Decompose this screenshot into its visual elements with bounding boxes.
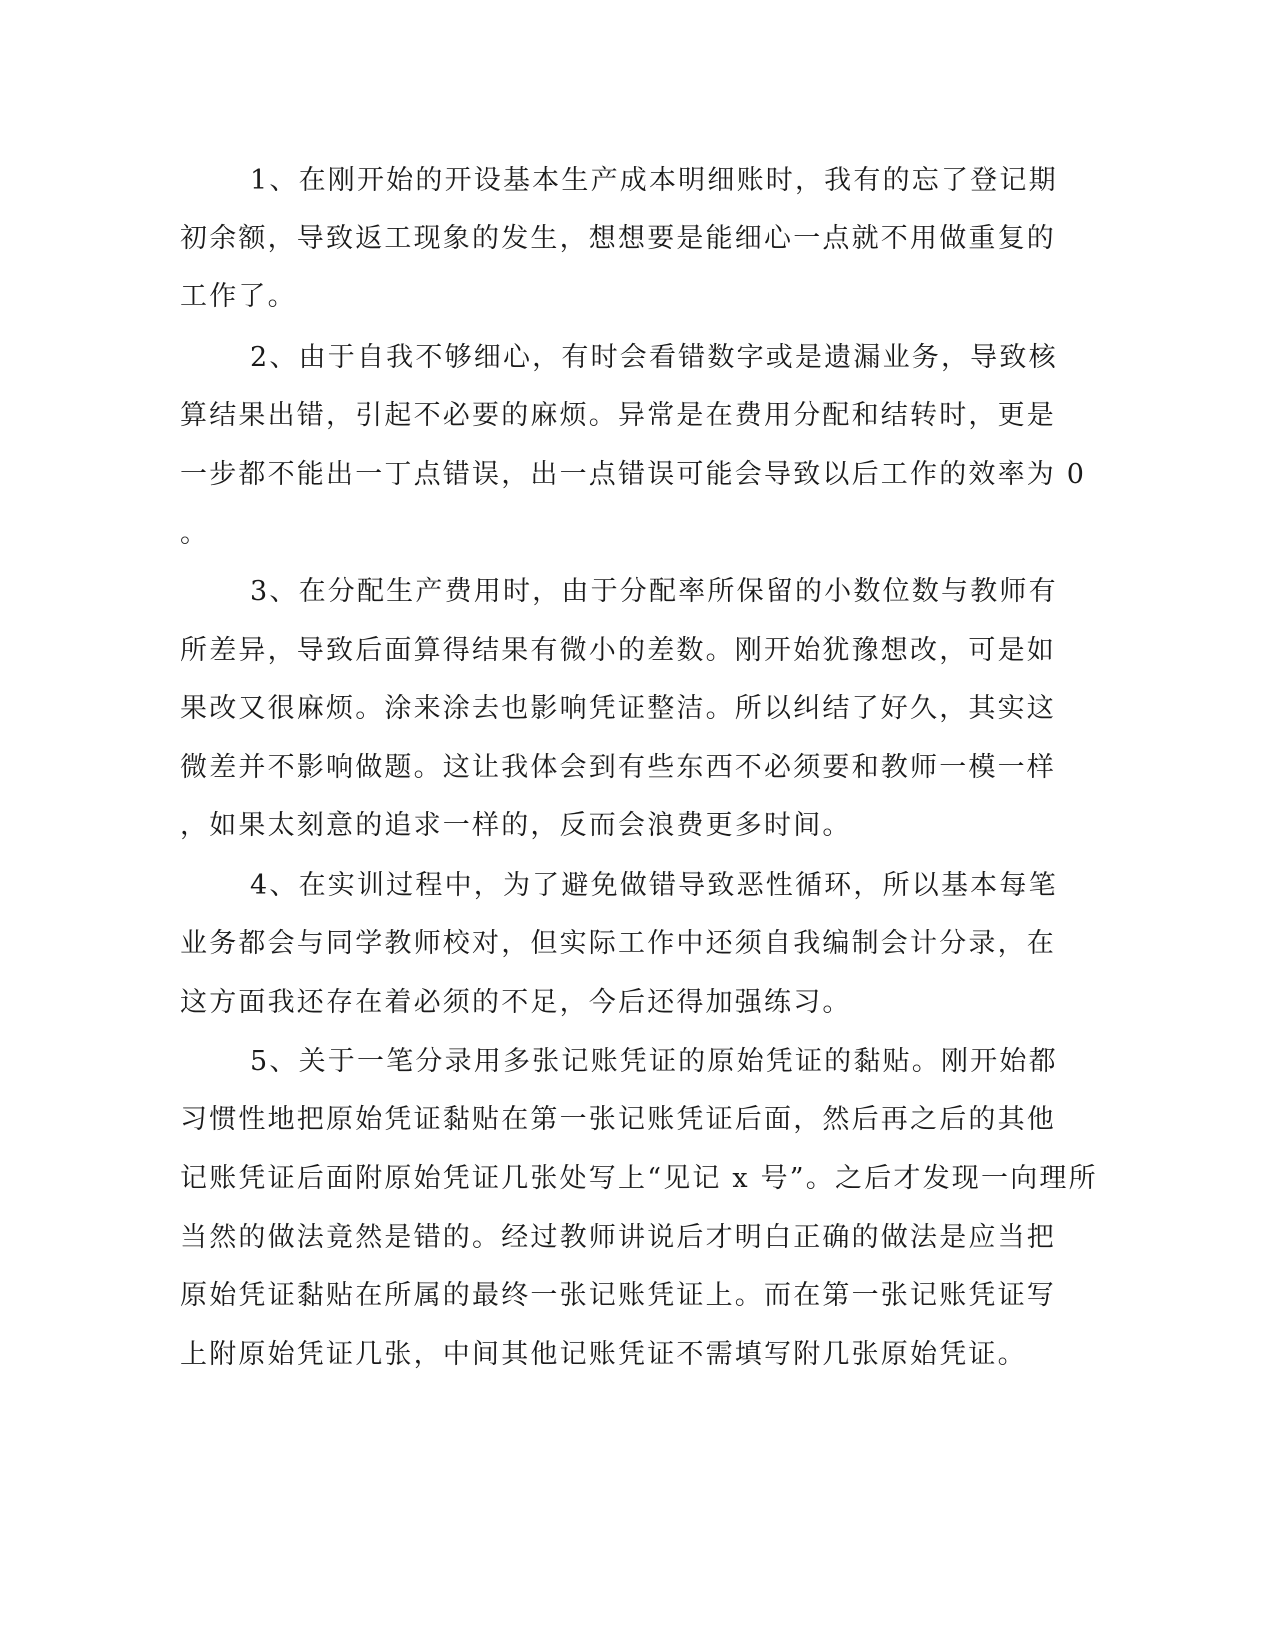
paragraph-3-line-2: 所差异，导致后面算得结果有微小的差数。刚开始犹豫想改，可是如 xyxy=(180,635,1056,666)
paragraph-2-line-4: 。 xyxy=(180,518,210,549)
paragraph-1-line-1: 1、在刚开始的开设基本生产成本明细账时，我有的忘了登记期 xyxy=(250,165,1058,196)
paragraph-3-line-5: ，如果太刻意的追求一样的，反而会浪费更多时间。 xyxy=(180,810,852,841)
paragraph-2-line-1: 2、由于自我不够细心，有时会看错数字或是遗漏业务，导致核 xyxy=(250,342,1058,373)
paragraph-3-line-3: 果改又很麻烦。涂来涂去也影响凭证整洁。所以纠结了好久，其实这 xyxy=(180,693,1056,724)
paragraph-5-line-4: 当然的做法竟然是错的。经过教师讲说后才明白正确的做法是应当把 xyxy=(180,1222,1056,1253)
paragraph-5-line-6: 上附原始凭证几张，中间其他记账凭证不需填写附几张原始凭证。 xyxy=(180,1339,1027,1370)
paragraph-1-line-3: 工作了。 xyxy=(180,281,297,312)
paragraph-5-line-3: 记账凭证后面附原始凭证几张处写上“见记 x 号”。之后才发现一向理所 xyxy=(180,1163,1098,1194)
paragraph-2-line-3: 一步都不能出一丁点错误，出一点错误可能会导致以后工作的效率为 0 xyxy=(180,459,1087,490)
paragraph-5-line-5: 原始凭证黏贴在所属的最终一张记账凭证上。而在第一张记账凭证写 xyxy=(180,1280,1056,1311)
paragraph-5-line-1: 5、关于一笔分录用多张记账凭证的原始凭证的黏贴。刚开始都 xyxy=(250,1046,1058,1077)
paragraph-1-line-2: 初余额，导致返工现象的发生，想想要是能细心一点就不用做重复的 xyxy=(180,223,1056,254)
paragraph-3-line-1: 3、在分配生产费用时，由于分配率所保留的小数位数与教师有 xyxy=(250,576,1058,607)
paragraph-4-line-2: 业务都会与同学教师校对，但实际工作中还须自我编制会计分录，在 xyxy=(180,928,1056,959)
paragraph-2-line-2: 算结果出错，引起不必要的麻烦。异常是在费用分配和结转时，更是 xyxy=(180,400,1056,431)
paragraph-5-line-2: 习惯性地把原始凭证黏贴在第一张记账凭证后面，然后再之后的其他 xyxy=(180,1104,1056,1135)
paragraph-4-line-3: 这方面我还存在着必须的不足，今后还得加强练习。 xyxy=(180,987,852,1018)
paragraph-3-line-4: 微差并不影响做题。这让我体会到有些东西不必须要和教师一模一样 xyxy=(180,752,1056,783)
paragraph-4-line-1: 4、在实训过程中，为了避免做错导致恶性循环，所以基本每笔 xyxy=(250,870,1058,901)
